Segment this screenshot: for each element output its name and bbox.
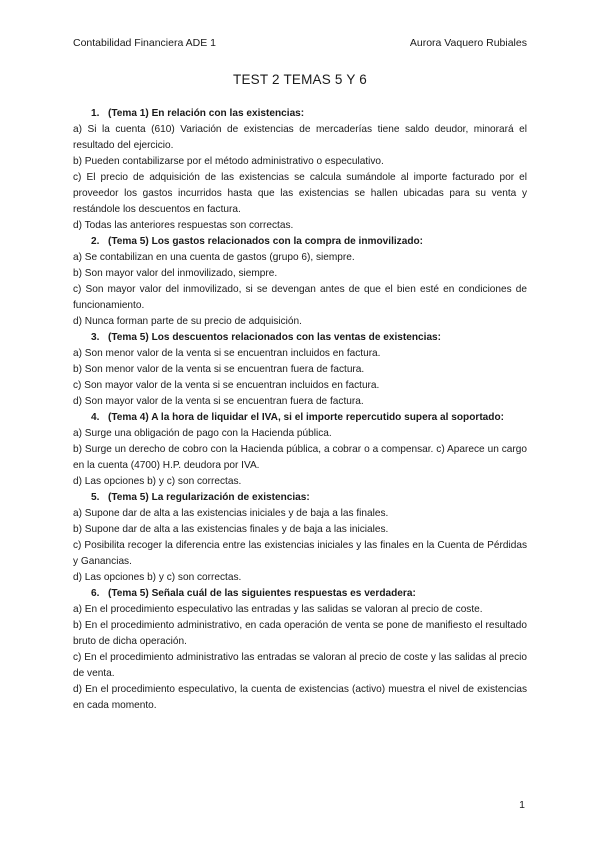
- option-6c: c) En el procedimiento administrativo las entradas se valoran al precio de coste y las salidas al precio de venta.: [73, 652, 527, 679]
- option-5b: b) Supone dar de alta a las existencias finales y de baja a las iniciales.: [73, 524, 389, 535]
- question-1: [73, 106, 527, 122]
- option-4d: d) Las opciones b) y c) son correctas.: [73, 476, 242, 487]
- header-author: Aurora Vaquero Rubiales: [409, 37, 527, 49]
- question-number: 5.: [91, 492, 100, 503]
- option-5a: a) Supone dar de alta a las existencias iniciales y de baja a las finales.: [73, 508, 389, 519]
- question-4: [73, 410, 527, 426]
- option-3c: c) Son mayor valor de la venta si se encuentran incluidos en factura.: [73, 380, 380, 391]
- question-number: 6.: [91, 588, 100, 599]
- page-title: TEST 2 TEMAS 5 Y 6: [233, 72, 367, 87]
- option-1a: a) Si la cuenta (610) Variación de existencias de mercaderías tiene saldo deudor, minorará el resultado del ejercicio.: [73, 124, 527, 151]
- question-number: 2.: [91, 236, 100, 247]
- option-5c: c) Posibilita recoger la diferencia entre las existencias iniciales y las finales en la Cuenta de Pérdidas y Ganancias.: [73, 540, 527, 567]
- question-number: 3.: [91, 332, 100, 343]
- header-course: Contabilidad Financiera ADE 1: [73, 37, 217, 49]
- option-6a: a) En el procedimiento especulativo las entradas y las salidas se valoran al precio de coste.: [73, 604, 483, 615]
- option-6d: d) En el procedimiento especulativo, la cuenta de existencias (activo) muestra el nivel de existencias en cada momento.: [73, 684, 527, 711]
- question-text: (Tema 5) Señala cuál de las siguientes respuestas es verdadera:: [108, 588, 416, 599]
- question-3: [73, 330, 527, 346]
- option-1c: c) El precio de adquisición de las existencias se calcula sumándole al importe facturado por el proveedor los gastos incurridos hasta que las existencias se hallen ubicadas para su venta y restándole los descuentos en factura.: [73, 172, 527, 215]
- question-text: (Tema 5) Los gastos relacionados con la compra de inmovilizado:: [108, 236, 424, 247]
- question-text: (Tema 4) A la hora de liquidar el IVA, si el importe repercutido supera al soportado:: [108, 412, 504, 423]
- option-1b: b) Pueden contabilizarse por el método administrativo o especulativo.: [73, 156, 384, 167]
- option-2d: d) Nunca forman parte de su precio de adquisición.: [73, 316, 302, 327]
- page-header: [73, 37, 527, 51]
- option-2b: b) Son mayor valor del inmovilizado, siempre.: [73, 268, 278, 279]
- option-1d: d) Todas las anteriores respuestas son correctas.: [73, 220, 294, 231]
- option-6b: b) En el procedimiento administrativo, en cada operación de venta se pone de manifiesto el resultado bruto de dicha operación.: [73, 620, 527, 647]
- option-2c: c) Son mayor valor del inmovilizado, si se devengan antes de que el bien esté en condiciones de funcionamiento.: [73, 284, 527, 311]
- question-6: [73, 586, 527, 602]
- question-text: (Tema 5) Los descuentos relacionados con las ventas de existencias:: [108, 332, 442, 343]
- page-number: 1: [519, 799, 525, 811]
- option-4a: a) Surge una obligación de pago con la Hacienda pública.: [73, 428, 332, 439]
- option-4b: b) Surge un derecho de cobro con la Hacienda pública, a cobrar o a compensar. c) Aparece un cargo en la cuenta (4700) H.P. deudora por IVA.: [73, 444, 527, 471]
- option-3a: a) Son menor valor de la venta si se encuentran incluidos en factura.: [73, 348, 381, 359]
- question-5: [73, 490, 527, 506]
- question-number: 1.: [91, 108, 100, 119]
- question-text: (Tema 1) En relación con las existencias:: [108, 108, 305, 119]
- option-5d: d) Las opciones b) y c) son correctas.: [73, 572, 242, 583]
- question-number: 4.: [91, 412, 100, 423]
- test-content: [73, 106, 527, 714]
- question-2: [73, 234, 527, 250]
- option-3d: d) Son mayor valor de la venta si se encuentran fuera de factura.: [73, 396, 364, 407]
- question-text: (Tema 5) La regularización de existencias:: [108, 492, 310, 503]
- option-2a: a) Se contabilizan en una cuenta de gastos (grupo 6), siempre.: [73, 252, 355, 263]
- option-3b: b) Son menor valor de la venta si se encuentran fuera de factura.: [73, 364, 365, 375]
